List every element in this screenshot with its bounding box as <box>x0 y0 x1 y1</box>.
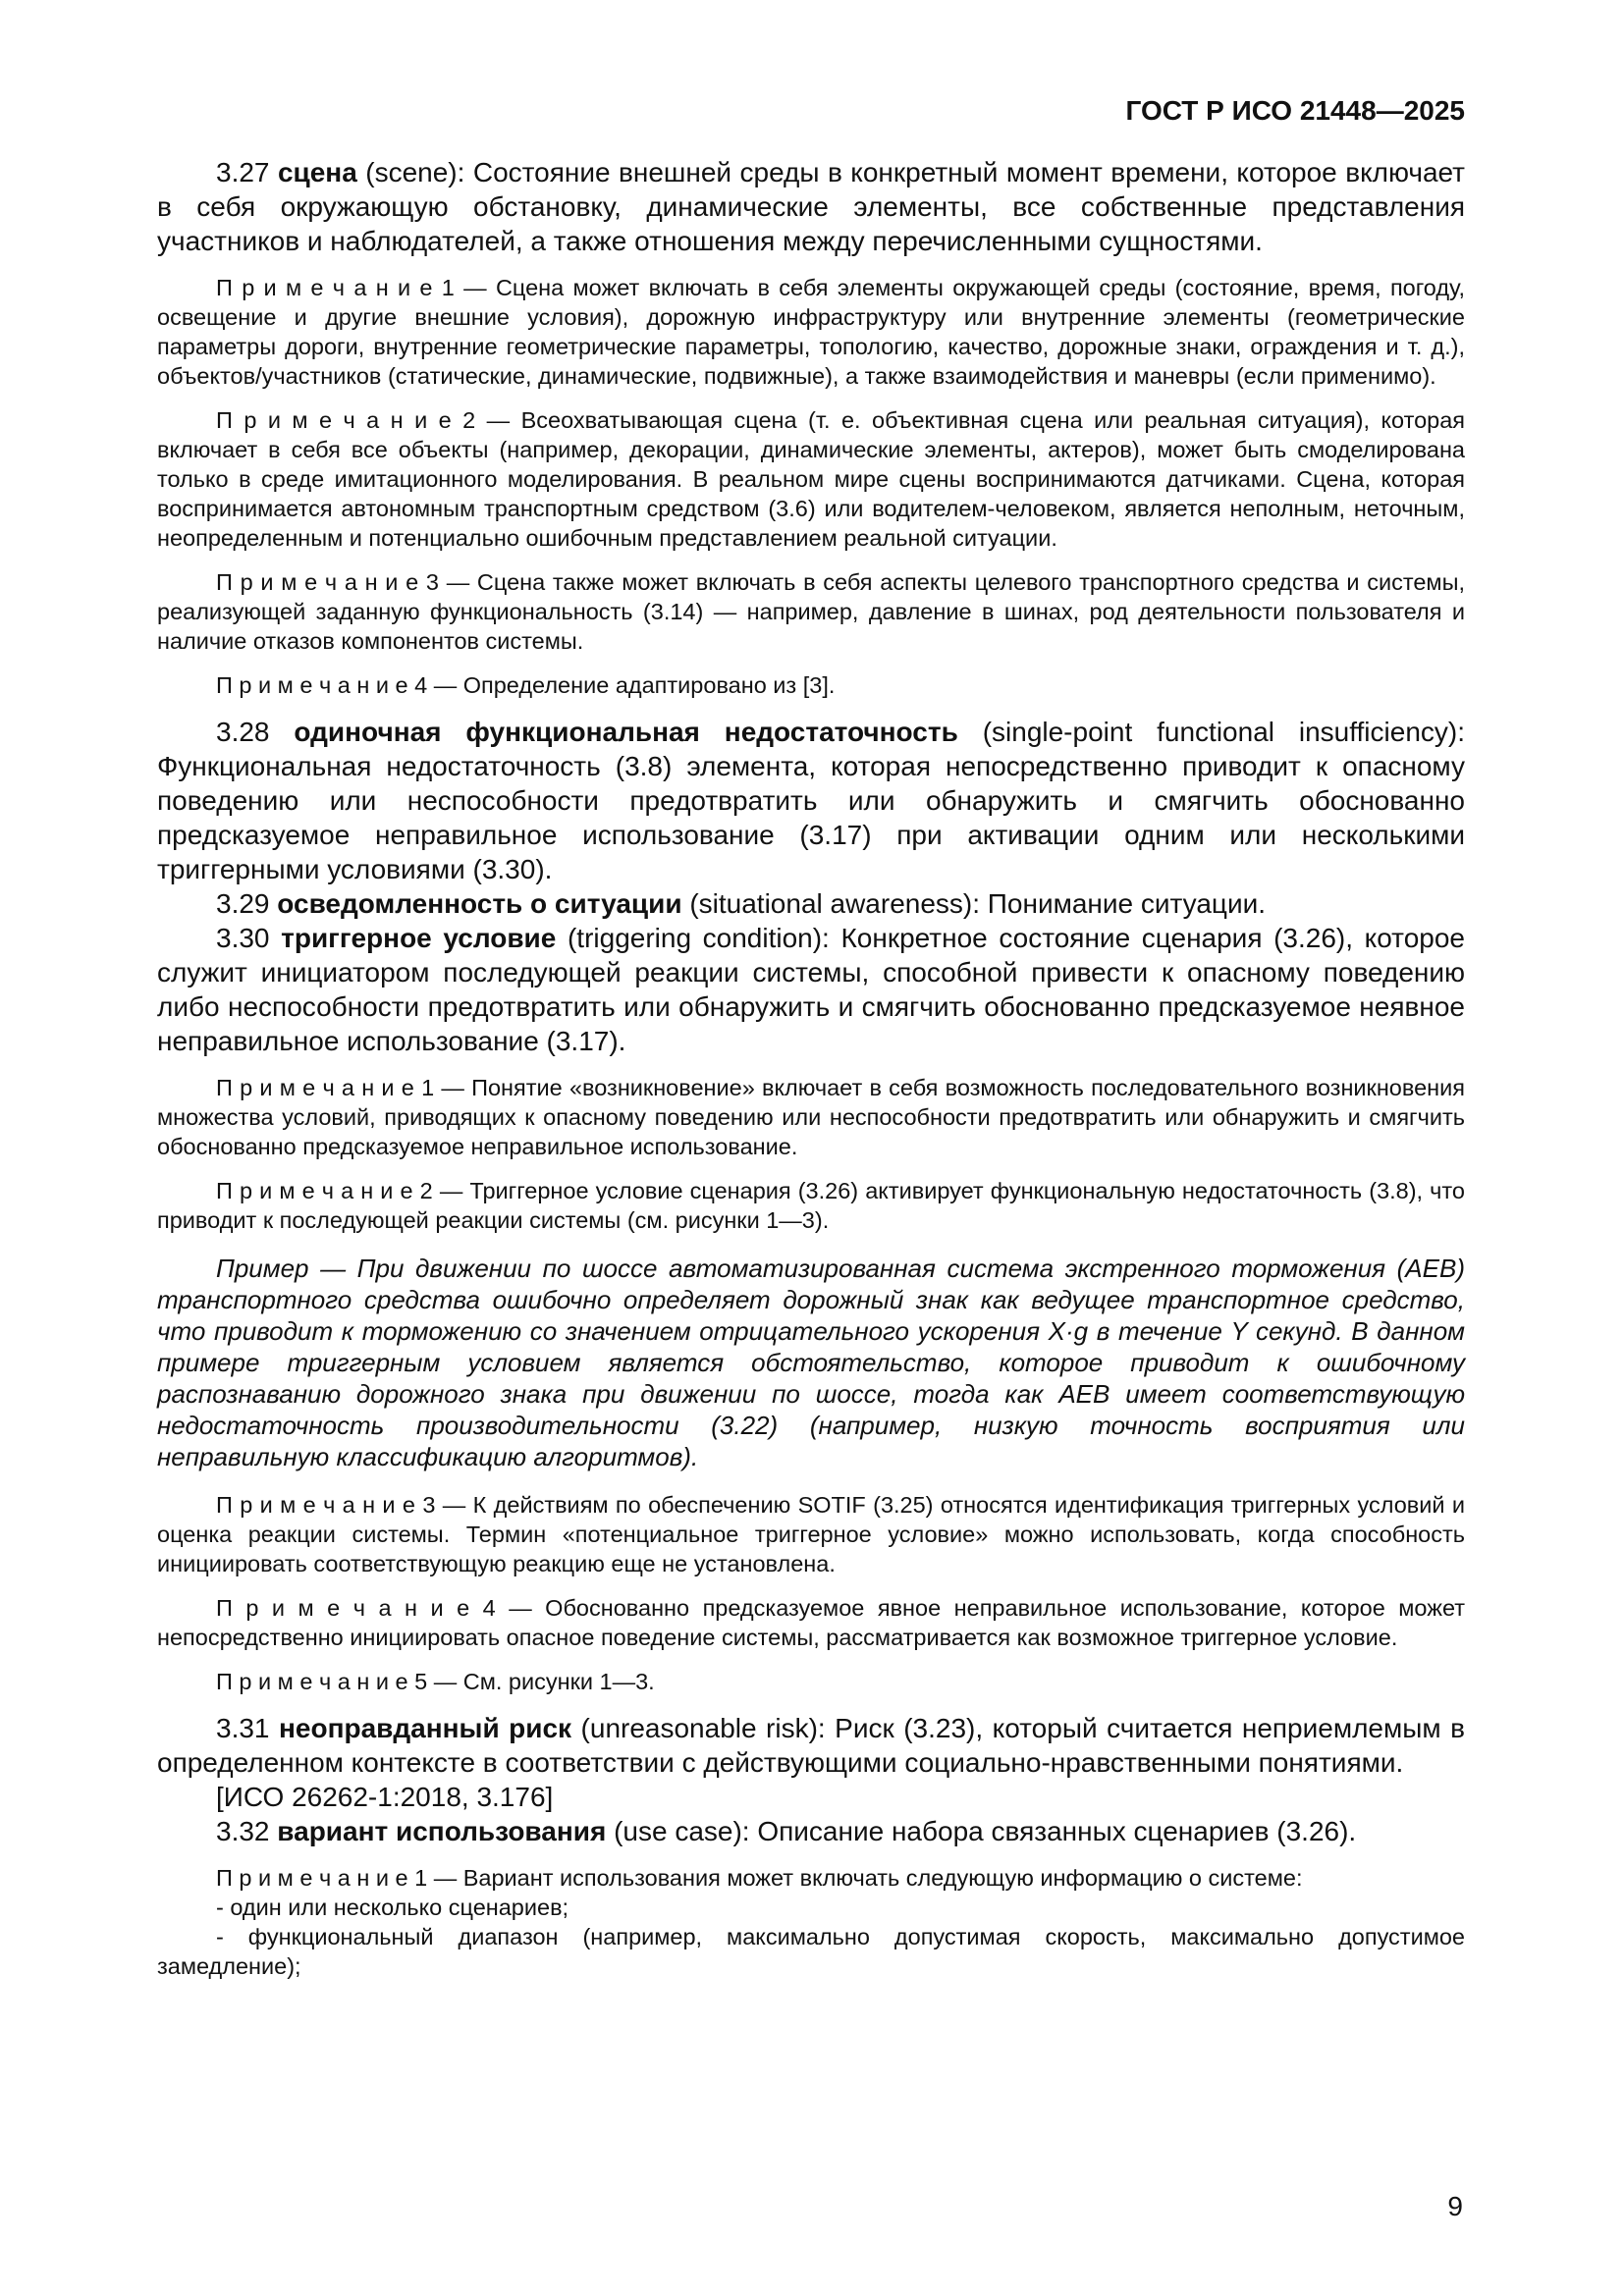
text-segment: П р и м е ч а н и е 3 — К действиям по обеспечению SOTIF (3.25) относятся идентификация триггерных условий и оценка реакции системы. Термин «потенциальное триггерное условие» можно использовать, когда способность инициировать соответствующую реакцию еще не установлена. <box>157 1492 1465 1576</box>
note-3-30-2 <box>157 1176 1465 1235</box>
note-3-27-3 <box>157 567 1465 656</box>
text-segment: 3.30 <box>216 923 282 953</box>
text-segment: (situational awareness): Понимание ситуации. <box>681 888 1267 919</box>
text-segment: осведомленность о ситуации <box>277 888 682 919</box>
term-3-27-scene <box>157 155 1465 258</box>
text-segment: П р и м е ч а н и е 1 — Сцена может включать в себя элементы окружающей среды (состояние, время, погоду, освещение и другие внешние условия), дорожную инфраструктуру или внутренние элементы (геометрические параметры дороги, внутренние геометрические параметры, топологию, качество, дорожные знаки, ограждения и т. д.), объектов/участников (статические, динамические, подвижные), а также взаимодействия и маневры (если применимо). <box>157 275 1465 389</box>
document-body <box>157 155 1465 1981</box>
text-segment: П р и м е ч а н и е 3 — Сцена также может включать в себя аспекты целевого транспортного средства и системы, реализующей заданную функциональность (3.14) — например, давление в шинах, род деятельности пользователя и наличие отказов компонентов системы. <box>157 569 1465 654</box>
text-segment: одиночная функциональная недостаточность <box>294 717 958 747</box>
list-item-scenarios <box>157 1893 1465 1922</box>
text-segment: триггерное условие <box>281 923 557 953</box>
note-3-32-1 <box>157 1863 1465 1893</box>
text-segment: (single-point functional insufficiency): Функциональная недостаточность (3.8) элемента, которая непосредственно приводит к опасному поведению или неспособности предотвратить или обнаружить и смягчить обоснованно предсказуемое неправильное использование (3.17) при активации одним или несколькими триггерными условиями (3.30). <box>157 717 1465 884</box>
note-3-30-4 <box>157 1593 1465 1652</box>
source-reference <box>157 1780 1465 1814</box>
text-segment: (unreasonable risk): Риск (3.23), который считается неприемлемым в определенном контексте в соответствии с действующими социально-нравственными понятиями. <box>157 1713 1465 1778</box>
text-segment: вариант использования <box>277 1816 607 1846</box>
text-segment: - функциональный диапазон (например, максимально допустимая скорость, максимально допустимое замедление); <box>157 1924 1465 1979</box>
list-item-functional-range <box>157 1922 1465 1981</box>
note-3-27-2 <box>157 405 1465 553</box>
note-3-27-4 <box>157 670 1465 700</box>
text-segment: [ИСО 26262-1:2018, 3.176] <box>216 1782 554 1812</box>
text-segment: П р и м е ч а н и е 4 — Определение адаптировано из [3]. <box>216 672 836 698</box>
document-header: ГОСТ Р ИСО 21448—2025 <box>1125 95 1465 126</box>
text-segment: П р и м е ч а н и е 1 — Понятие «возникновение» включает в себя возможность последовательного возникновения множества условий, приводящих к опасному поведению или неспособности предотвратить или обнаружить и смягчить обоснованно предсказуемое неправильное использование. <box>157 1075 1465 1159</box>
text-segment: П р и м е ч а н и е 5 — См. рисунки 1—3. <box>216 1669 655 1694</box>
text-segment: (triggering condition): Конкретное состояние сценария (3.26), которое служит инициатором последующей реакции системы, способной привести к опасному поведению либо неспособности предотвратить или обнаружить и смягчить обоснованно предсказуемое неявное неправильное использование (3.17). <box>157 923 1465 1056</box>
example-3-30 <box>157 1253 1465 1472</box>
note-3-30-3 <box>157 1490 1465 1578</box>
text-segment: 3.31 <box>216 1713 279 1743</box>
text-segment: 3.29 <box>216 888 278 919</box>
text-segment: 3.32 <box>216 1816 278 1846</box>
term-3-28-single-point-functional-insufficiency <box>157 715 1465 886</box>
text-segment: П р и м е ч а н и е 2 — Триггерное условие сценария (3.26) активирует функциональную недостаточность (3.8), что приводит к последующей реакции системы (см. рисунки 1—3). <box>157 1178 1465 1233</box>
text-segment: (use case): Описание набора связанных сценариев (3.26). <box>606 1816 1357 1846</box>
page-content <box>157 94 1465 1981</box>
note-3-30-5 <box>157 1667 1465 1696</box>
term-3-29-situational-awareness <box>157 886 1465 921</box>
text-segment: П р и м е ч а н и е 2 — Всеохватывающая сцена (т. е. объективная сцена или реальная ситуация), которая включает в себя все объекты (например, декорации, динамические элементы, актеров), может быть смоделирована только в среде имитационного моделирования. В реальном мире сцены воспринимаются датчиками. Сцена, которая воспринимается автономным транспортным средством (3.6) или водителем-человеком, является неполным, неточным, неопределенным и потенциально ошибочным представлением реальной ситуации. <box>157 407 1465 551</box>
text-segment: сцена <box>277 157 357 187</box>
text-segment: неоправданный риск <box>278 1713 572 1743</box>
text-segment: Пример — При движении по шоссе автоматизированная система экстренного торможения (AEB) транспортного средства ошибочно определяет дорожный знак как ведущее транспортное средство, что приводит к торможению со значением отрицательного ускорения X·g в течение Y секунд. В данном примере триггерным условием является обстоятельство, которое приводит к ошибочному распознаванию дорожного знака при движении по шоссе, тогда как AEB имеет соответствующую недостаточность производительности (3.22) (например, низкую точность восприятия или неправильную классификацию алгоритмов). <box>157 1254 1465 1471</box>
text-segment: (scene): Состояние внешней среды в конкретный момент времени, которое включает в себя окружающую обстановку, динамические элементы, все собственные представления участников и наблюдателей, а также отношения между перечисленными сущностями. <box>157 157 1465 256</box>
text-segment: 3.28 <box>216 717 295 747</box>
term-3-30-triggering-condition <box>157 921 1465 1058</box>
term-3-31-unreasonable-risk <box>157 1711 1465 1780</box>
page-number: 9 <box>1447 2191 1463 2221</box>
note-3-27-1 <box>157 273 1465 391</box>
text-segment: - один или несколько сценариев; <box>216 1895 569 1920</box>
note-3-30-1 <box>157 1073 1465 1161</box>
text-segment: 3.27 <box>216 157 278 187</box>
text-segment: П р и м е ч а н и е 4 — Обоснованно предсказуемое явное неправильное использование, которое может непосредственно инициировать опасное поведение системы, рассматривается как возможное триггерное условие. <box>157 1595 1465 1650</box>
term-3-32-use-case <box>157 1814 1465 1848</box>
text-segment: П р и м е ч а н и е 1 — Вариант использования может включать следующую информацию о системе: <box>216 1865 1303 1891</box>
